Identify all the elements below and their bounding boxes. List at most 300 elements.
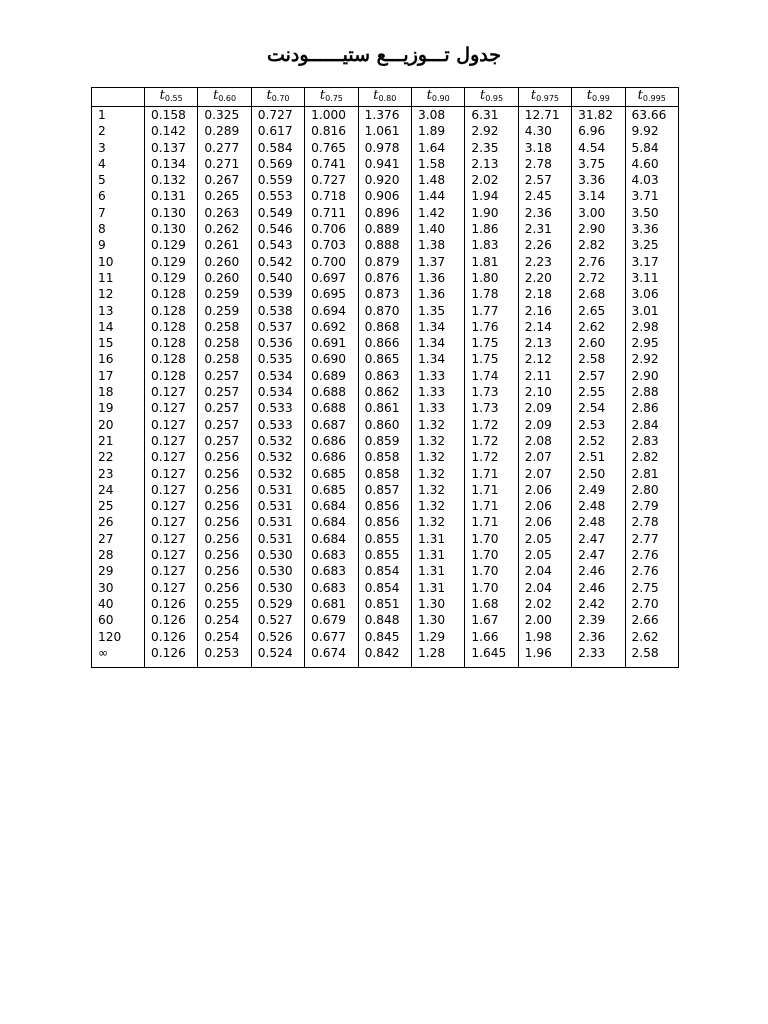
table-cell: 0.256 <box>198 547 251 563</box>
table-cell: 0.688 <box>305 384 358 400</box>
table-cell: 2.58 <box>572 351 625 367</box>
table-cell: 1.70 <box>465 547 518 563</box>
table-cell: 0.142 <box>145 123 198 139</box>
column-header: t0.975 <box>518 88 571 107</box>
table-cell: 2.48 <box>572 498 625 514</box>
table-cell: 1.33 <box>411 368 464 384</box>
table-cell: 1.29 <box>411 629 464 645</box>
table-cell: 1.36 <box>411 286 464 302</box>
table-cell: 2.06 <box>518 514 571 530</box>
table-cell: 0.256 <box>198 449 251 465</box>
table-cell: 0.906 <box>358 188 411 204</box>
table-cell: 1.90 <box>465 205 518 221</box>
table-cell: 0.130 <box>145 221 198 237</box>
table-cell: 2.07 <box>518 466 571 482</box>
table-cell: 1.31 <box>411 547 464 563</box>
table-cell: 0.685 <box>305 482 358 498</box>
table-cell: 0.533 <box>251 417 304 433</box>
table-cell: 0.686 <box>305 433 358 449</box>
table-cell: 1.38 <box>411 237 464 253</box>
table-cell: 0.536 <box>251 335 304 351</box>
table-cell: 2.31 <box>518 221 571 237</box>
table-cell: 0.256 <box>198 580 251 596</box>
column-header: t0.75 <box>305 88 358 107</box>
table-cell: 0.259 <box>198 303 251 319</box>
table-row <box>92 563 679 579</box>
table-cell: 0.127 <box>145 563 198 579</box>
table-cell: 4.54 <box>572 140 625 156</box>
table-cell: 2.78 <box>518 156 571 172</box>
table-cell: 2.92 <box>465 123 518 139</box>
table-cell: 1.061 <box>358 123 411 139</box>
table-cell: 0.858 <box>358 449 411 465</box>
table-cell: 0.674 <box>305 645 358 668</box>
table-row <box>92 531 679 547</box>
table-cell: 3.75 <box>572 156 625 172</box>
table-cell: 0.854 <box>358 580 411 596</box>
df-cell: 26 <box>92 514 145 530</box>
table-cell: 0.535 <box>251 351 304 367</box>
table-cell: 0.855 <box>358 531 411 547</box>
table-cell: 1.40 <box>411 221 464 237</box>
table-cell: 0.870 <box>358 303 411 319</box>
table-cell: 0.277 <box>198 140 251 156</box>
table-cell: 1.77 <box>465 303 518 319</box>
df-cell: 22 <box>92 449 145 465</box>
table-cell: 1.31 <box>411 531 464 547</box>
table-cell: 2.42 <box>572 596 625 612</box>
table-cell: 0.524 <box>251 645 304 668</box>
table-row <box>92 270 679 286</box>
table-cell: 1.645 <box>465 645 518 668</box>
table-cell: 0.686 <box>305 449 358 465</box>
table-cell: 0.679 <box>305 612 358 628</box>
table-cell: 0.542 <box>251 254 304 270</box>
table-cell: 2.52 <box>572 433 625 449</box>
table-row <box>92 107 679 124</box>
table-cell: 1.34 <box>411 351 464 367</box>
table-cell: 0.130 <box>145 205 198 221</box>
table-cell: 0.256 <box>198 514 251 530</box>
table-cell: 0.718 <box>305 188 358 204</box>
table-cell: 0.685 <box>305 466 358 482</box>
table-cell: 0.816 <box>305 123 358 139</box>
df-cell: 25 <box>92 498 145 514</box>
table-cell: 2.09 <box>518 400 571 416</box>
table-row <box>92 417 679 433</box>
table-cell: 2.57 <box>518 172 571 188</box>
table-row <box>92 449 679 465</box>
table-row <box>92 140 679 156</box>
df-cell: 17 <box>92 368 145 384</box>
table-cell: 1.36 <box>411 270 464 286</box>
table-cell: 2.68 <box>572 286 625 302</box>
table-row <box>92 629 679 645</box>
table-cell: 2.47 <box>572 531 625 547</box>
table-cell: 1.35 <box>411 303 464 319</box>
table-cell: 0.127 <box>145 433 198 449</box>
table-cell: 2.00 <box>518 612 571 628</box>
column-header: t0.70 <box>251 88 304 107</box>
table-cell: 2.06 <box>518 498 571 514</box>
table-cell: 0.703 <box>305 237 358 253</box>
table-cell: 0.584 <box>251 140 304 156</box>
table-cell: 0.271 <box>198 156 251 172</box>
table-cell: 0.727 <box>305 172 358 188</box>
df-cell: 8 <box>92 221 145 237</box>
table-body <box>92 107 679 668</box>
df-cell: 16 <box>92 351 145 367</box>
table-cell: 2.54 <box>572 400 625 416</box>
table-cell: 2.95 <box>625 335 678 351</box>
table-cell: 1.80 <box>465 270 518 286</box>
table-cell: 2.78 <box>625 514 678 530</box>
table-cell: 3.06 <box>625 286 678 302</box>
table-cell: 3.00 <box>572 205 625 221</box>
table-cell: 6.31 <box>465 107 518 124</box>
table-cell: 0.857 <box>358 482 411 498</box>
table-cell: 12.71 <box>518 107 571 124</box>
table-cell: 0.253 <box>198 645 251 668</box>
table-cell: 1.32 <box>411 433 464 449</box>
table-cell: 2.47 <box>572 547 625 563</box>
table-cell: 2.06 <box>518 482 571 498</box>
table-cell: 0.126 <box>145 612 198 628</box>
table-cell: 0.862 <box>358 384 411 400</box>
table-cell: 1.31 <box>411 580 464 596</box>
table-cell: 0.128 <box>145 351 198 367</box>
table-cell: 2.36 <box>572 629 625 645</box>
df-header-cell <box>92 88 145 107</box>
table-cell: 0.134 <box>145 156 198 172</box>
table-cell: 1.32 <box>411 482 464 498</box>
table-cell: 0.866 <box>358 335 411 351</box>
table-cell: 0.127 <box>145 514 198 530</box>
table-cell: 2.76 <box>625 547 678 563</box>
table-cell: 2.08 <box>518 433 571 449</box>
table-cell: 2.83 <box>625 433 678 449</box>
table-cell: 3.08 <box>411 107 464 124</box>
table-cell: 2.90 <box>572 221 625 237</box>
table-cell: 0.683 <box>305 547 358 563</box>
table-cell: 1.70 <box>465 563 518 579</box>
table-cell: 0.127 <box>145 547 198 563</box>
table-cell: 0.854 <box>358 563 411 579</box>
table-cell: 0.128 <box>145 303 198 319</box>
table-cell: 2.90 <box>625 368 678 384</box>
df-cell: 14 <box>92 319 145 335</box>
table-cell: 0.128 <box>145 335 198 351</box>
table-cell: 2.23 <box>518 254 571 270</box>
table-cell: 0.127 <box>145 498 198 514</box>
table-cell: 6.96 <box>572 123 625 139</box>
table-cell: 0.848 <box>358 612 411 628</box>
table-cell: 0.530 <box>251 563 304 579</box>
table-cell: 0.711 <box>305 205 358 221</box>
table-cell: 0.688 <box>305 400 358 416</box>
table-cell: 2.12 <box>518 351 571 367</box>
table-cell: 1.32 <box>411 514 464 530</box>
table-cell: 1.33 <box>411 400 464 416</box>
table-cell: 0.694 <box>305 303 358 319</box>
table-cell: 1.73 <box>465 400 518 416</box>
table-cell: 0.158 <box>145 107 198 124</box>
table-cell: 0.543 <box>251 237 304 253</box>
table-cell: 0.727 <box>251 107 304 124</box>
table-cell: 0.260 <box>198 270 251 286</box>
table-cell: 0.534 <box>251 384 304 400</box>
df-cell: 24 <box>92 482 145 498</box>
table-cell: 0.690 <box>305 351 358 367</box>
table-cell: 0.254 <box>198 629 251 645</box>
table-cell: 1.000 <box>305 107 358 124</box>
table-row <box>92 400 679 416</box>
table-cell: 0.741 <box>305 156 358 172</box>
df-cell: 20 <box>92 417 145 433</box>
table-cell: 0.546 <box>251 221 304 237</box>
table-cell: 2.02 <box>465 172 518 188</box>
table-cell: 0.941 <box>358 156 411 172</box>
table-cell: 0.531 <box>251 531 304 547</box>
table-cell: 2.58 <box>625 645 678 668</box>
table-cell: 0.683 <box>305 563 358 579</box>
table-cell: 0.692 <box>305 319 358 335</box>
table-cell: 0.677 <box>305 629 358 645</box>
df-cell: 4 <box>92 156 145 172</box>
df-cell: 1 <box>92 107 145 124</box>
table-cell: 2.16 <box>518 303 571 319</box>
table-cell: 0.695 <box>305 286 358 302</box>
table-cell: 3.36 <box>625 221 678 237</box>
table-row <box>92 596 679 612</box>
table-cell: 2.46 <box>572 580 625 596</box>
column-header: t0.90 <box>411 88 464 107</box>
table-cell: 2.26 <box>518 237 571 253</box>
table-cell: 2.76 <box>572 254 625 270</box>
table-cell: 1.72 <box>465 433 518 449</box>
table-cell: 2.14 <box>518 319 571 335</box>
table-cell: 1.34 <box>411 319 464 335</box>
df-cell: 6 <box>92 188 145 204</box>
table-cell: 0.851 <box>358 596 411 612</box>
table-cell: 0.127 <box>145 482 198 498</box>
table-cell: 1.98 <box>518 629 571 645</box>
df-cell: 23 <box>92 466 145 482</box>
table-cell: 0.889 <box>358 221 411 237</box>
table-cell: 0.259 <box>198 286 251 302</box>
table-cell: 1.30 <box>411 596 464 612</box>
table-cell: 0.861 <box>358 400 411 416</box>
table-cell: 0.127 <box>145 466 198 482</box>
table-cell: 1.30 <box>411 612 464 628</box>
table-cell: 0.256 <box>198 482 251 498</box>
table-cell: 0.860 <box>358 417 411 433</box>
df-cell: 5 <box>92 172 145 188</box>
df-cell: 30 <box>92 580 145 596</box>
table-cell: 1.32 <box>411 417 464 433</box>
table-cell: 2.18 <box>518 286 571 302</box>
table-cell: 0.553 <box>251 188 304 204</box>
table-cell: 0.137 <box>145 140 198 156</box>
table-cell: 0.128 <box>145 368 198 384</box>
table-cell: 0.873 <box>358 286 411 302</box>
table-cell: 2.70 <box>625 596 678 612</box>
table-cell: 3.50 <box>625 205 678 221</box>
table-cell: 0.258 <box>198 319 251 335</box>
df-cell: 21 <box>92 433 145 449</box>
table-cell: 1.32 <box>411 498 464 514</box>
table-cell: 1.37 <box>411 254 464 270</box>
table-cell: 0.700 <box>305 254 358 270</box>
table-cell: 0.681 <box>305 596 358 612</box>
table-cell: 1.75 <box>465 351 518 367</box>
table-cell: 2.57 <box>572 368 625 384</box>
table-cell: 1.70 <box>465 531 518 547</box>
table-cell: 0.256 <box>198 531 251 547</box>
table-cell: 0.706 <box>305 221 358 237</box>
table-cell: 0.126 <box>145 596 198 612</box>
table-cell: 63.66 <box>625 107 678 124</box>
table-cell: 2.62 <box>572 319 625 335</box>
table-cell: 1.71 <box>465 498 518 514</box>
table-cell: 0.842 <box>358 645 411 668</box>
table-cell: 2.11 <box>518 368 571 384</box>
table-cell: 3.25 <box>625 237 678 253</box>
table-cell: 0.684 <box>305 531 358 547</box>
table-row <box>92 433 679 449</box>
table-cell: 2.65 <box>572 303 625 319</box>
table-row <box>92 172 679 188</box>
table-cell: 1.64 <box>411 140 464 156</box>
table-cell: 1.28 <box>411 645 464 668</box>
table-cell: 2.53 <box>572 417 625 433</box>
table-cell: 0.265 <box>198 188 251 204</box>
table-cell: 3.36 <box>572 172 625 188</box>
table-cell: 1.34 <box>411 335 464 351</box>
table-cell: 0.129 <box>145 254 198 270</box>
table-cell: 4.03 <box>625 172 678 188</box>
table-cell: 0.858 <box>358 466 411 482</box>
column-header: t0.60 <box>198 88 251 107</box>
table-cell: 2.75 <box>625 580 678 596</box>
table-cell: 0.531 <box>251 514 304 530</box>
df-cell: 15 <box>92 335 145 351</box>
table-cell: 0.132 <box>145 172 198 188</box>
table-cell: 0.262 <box>198 221 251 237</box>
table-cell: 0.263 <box>198 205 251 221</box>
table-cell: 0.526 <box>251 629 304 645</box>
table-cell: 2.84 <box>625 417 678 433</box>
table-cell: 0.920 <box>358 172 411 188</box>
table-cell: 0.131 <box>145 188 198 204</box>
table-cell: 0.896 <box>358 205 411 221</box>
table-cell: 0.559 <box>251 172 304 188</box>
df-cell: 19 <box>92 400 145 416</box>
table-cell: 1.71 <box>465 466 518 482</box>
table-cell: 0.258 <box>198 335 251 351</box>
table-cell: 2.07 <box>518 449 571 465</box>
table-cell: 1.376 <box>358 107 411 124</box>
table-cell: 1.75 <box>465 335 518 351</box>
table-cell: 0.257 <box>198 417 251 433</box>
table-cell: 3.17 <box>625 254 678 270</box>
table-cell: 0.257 <box>198 368 251 384</box>
table-cell: 2.62 <box>625 629 678 645</box>
table-cell: 1.68 <box>465 596 518 612</box>
student-t-table <box>91 87 679 668</box>
table-cell: 0.689 <box>305 368 358 384</box>
table-row <box>92 645 679 668</box>
table-cell: 0.697 <box>305 270 358 286</box>
table-cell: 0.127 <box>145 449 198 465</box>
table-cell: 2.60 <box>572 335 625 351</box>
table-cell: 0.258 <box>198 351 251 367</box>
df-cell: 40 <box>92 596 145 612</box>
table-row <box>92 237 679 253</box>
table-cell: 4.30 <box>518 123 571 139</box>
df-cell: 28 <box>92 547 145 563</box>
table-cell: 3.18 <box>518 140 571 156</box>
table-row <box>92 123 679 139</box>
table-cell: 2.51 <box>572 449 625 465</box>
df-cell: ∞ <box>92 645 145 668</box>
table-cell: 1.96 <box>518 645 571 668</box>
df-cell: 13 <box>92 303 145 319</box>
table-cell: 1.81 <box>465 254 518 270</box>
table-cell: 0.534 <box>251 368 304 384</box>
table-cell: 0.129 <box>145 270 198 286</box>
table-row <box>92 612 679 628</box>
table-cell: 2.79 <box>625 498 678 514</box>
table-cell: 0.978 <box>358 140 411 156</box>
df-cell: 2 <box>92 123 145 139</box>
table-cell: 0.257 <box>198 400 251 416</box>
table-cell: 1.71 <box>465 482 518 498</box>
table-cell: 1.73 <box>465 384 518 400</box>
table-row <box>92 319 679 335</box>
df-cell: 10 <box>92 254 145 270</box>
table-cell: 3.11 <box>625 270 678 286</box>
table-cell: 1.42 <box>411 205 464 221</box>
table-cell: 0.256 <box>198 498 251 514</box>
table-cell: 0.530 <box>251 547 304 563</box>
table-cell: 2.04 <box>518 580 571 596</box>
table-row <box>92 205 679 221</box>
table-row <box>92 482 679 498</box>
table-row <box>92 351 679 367</box>
table-cell: 0.261 <box>198 237 251 253</box>
table-cell: 2.33 <box>572 645 625 668</box>
table-cell: 0.532 <box>251 449 304 465</box>
table-cell: 1.94 <box>465 188 518 204</box>
table-cell: 1.70 <box>465 580 518 596</box>
table-cell: 0.683 <box>305 580 358 596</box>
table-cell: 2.92 <box>625 351 678 367</box>
column-header: t0.55 <box>145 88 198 107</box>
table-cell: 1.86 <box>465 221 518 237</box>
table-cell: 2.09 <box>518 417 571 433</box>
table-cell: 0.256 <box>198 563 251 579</box>
table-row <box>92 254 679 270</box>
table-cell: 1.78 <box>465 286 518 302</box>
table-cell: 2.77 <box>625 531 678 547</box>
table-cell: 0.128 <box>145 319 198 335</box>
table-cell: 0.127 <box>145 384 198 400</box>
table-cell: 0.868 <box>358 319 411 335</box>
table-cell: 0.260 <box>198 254 251 270</box>
table-row <box>92 335 679 351</box>
table-cell: 0.127 <box>145 400 198 416</box>
